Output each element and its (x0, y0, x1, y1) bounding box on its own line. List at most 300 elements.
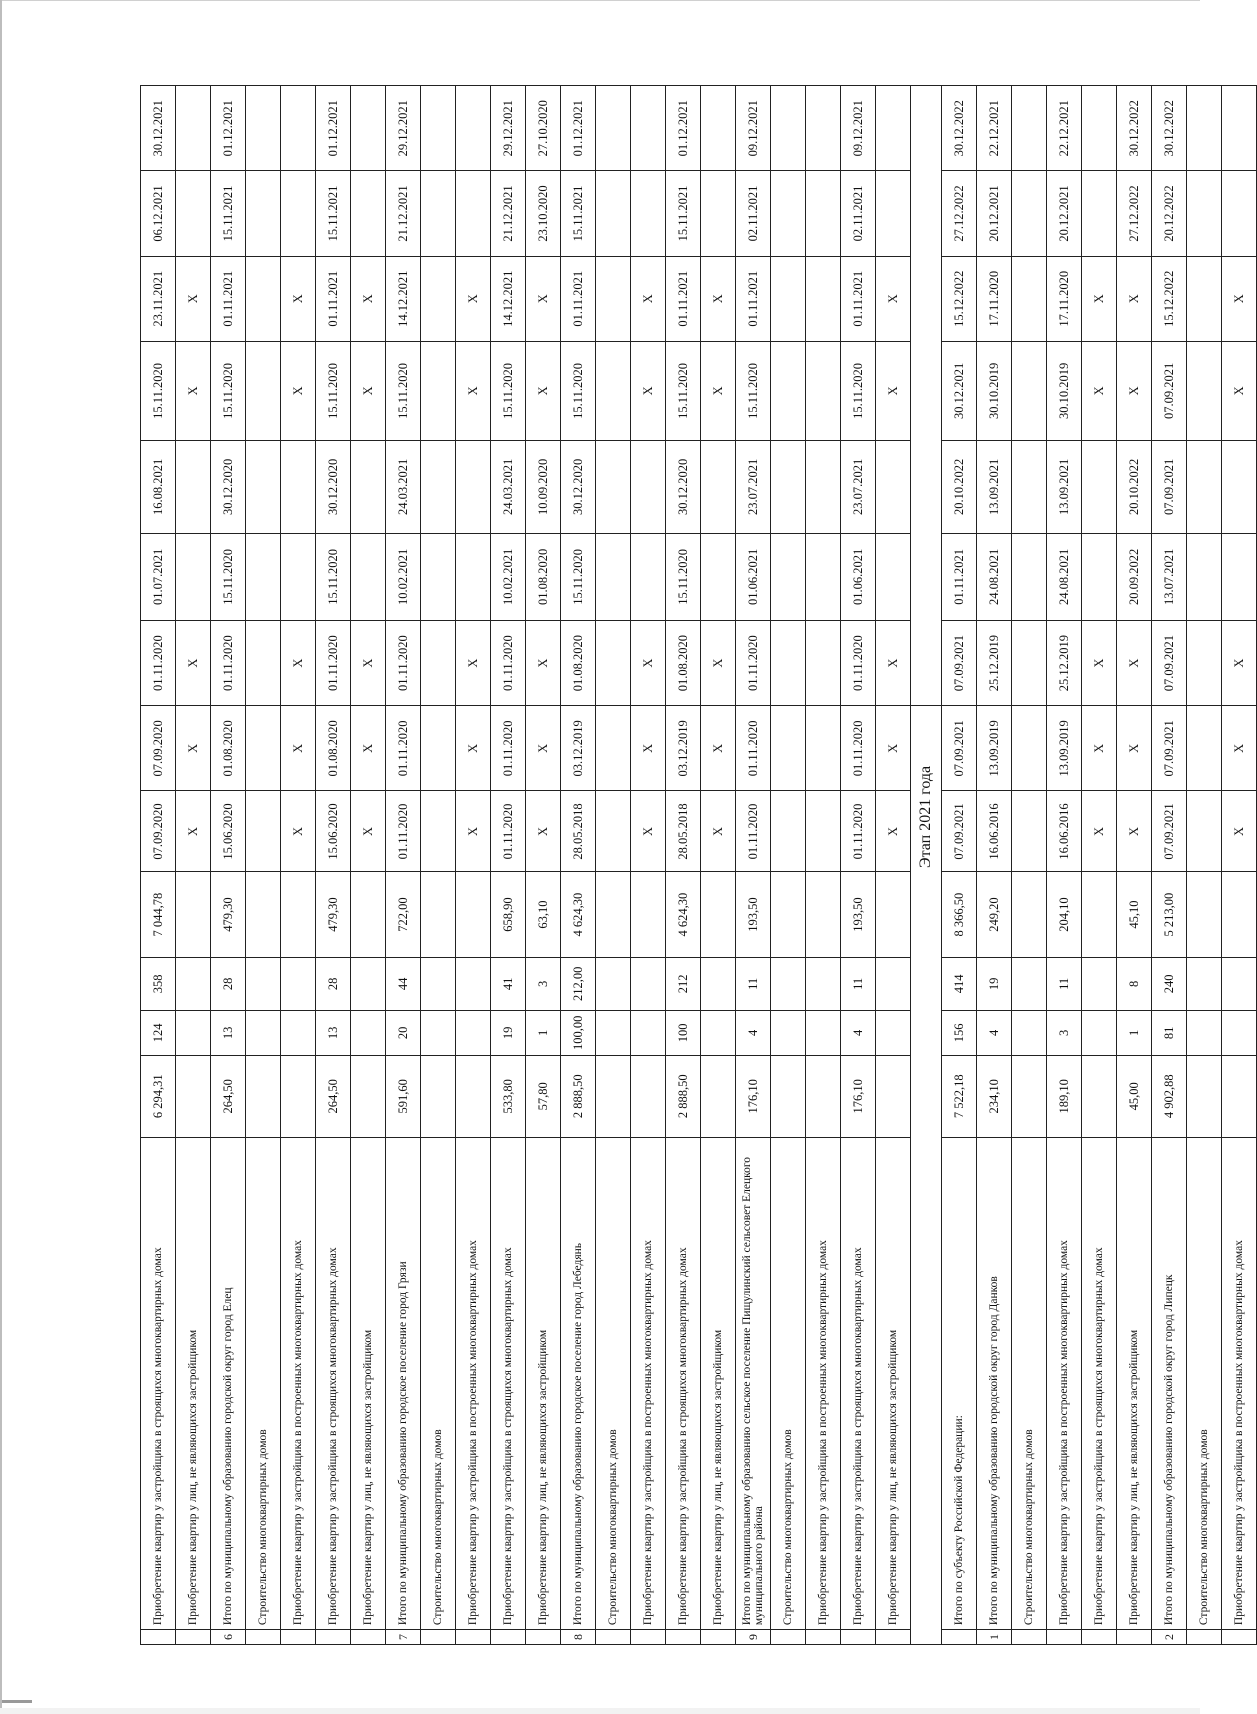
table-cell: 28.05.2018 (561, 791, 596, 872)
table-cell: X (526, 621, 561, 706)
table-cell: 01.11.2020 (211, 621, 246, 706)
row-name: Итого по муниципальному образованию сельское поселение Пищулинский сельсовет Елецкого муниципального района (736, 1137, 771, 1629)
row-name: Приобретение квартир у застройщика в строящихся многоквартирных домах (141, 1137, 176, 1629)
table-cell (1187, 256, 1222, 341)
table-cell: 22.12.2021 (1047, 86, 1082, 171)
table-cell: 24.03.2021 (491, 440, 526, 533)
table-cell: 212 (666, 957, 701, 1010)
table-cell (1187, 706, 1222, 791)
table-row (316, 86, 351, 1645)
stage-row (911, 86, 942, 1645)
table-row (806, 86, 841, 1645)
table-row (876, 86, 911, 1645)
table-cell: 01.08.2020 (666, 621, 701, 706)
table-cell: X (1222, 706, 1257, 791)
table-cell (246, 621, 281, 706)
table-cell (176, 86, 211, 171)
table-cell: X (1222, 791, 1257, 872)
table-cell (176, 1010, 211, 1055)
table-row (386, 86, 421, 1645)
table-cell: X (1082, 791, 1117, 872)
table-cell: 7 044,78 (141, 872, 176, 957)
row-number (421, 1630, 456, 1645)
table-cell: 01.11.2021 (666, 256, 701, 341)
table-cell (596, 341, 631, 440)
table-cell: 23.07.2021 (841, 440, 876, 533)
table-cell (1082, 1010, 1117, 1055)
table-cell: 01.08.2020 (561, 621, 596, 706)
table-cell (176, 872, 211, 957)
table-cell (876, 533, 911, 620)
table-row (701, 86, 736, 1645)
table-cell: 01.11.2021 (561, 256, 596, 341)
table-cell: 28 (211, 957, 246, 1010)
row-name: Приобретение квартир у лиц, не являющихся застройщиком (526, 1137, 561, 1629)
table-cell: 44 (386, 957, 421, 1010)
table-cell: 11 (841, 957, 876, 1010)
table-cell: 17.11.2020 (977, 256, 1012, 341)
table-cell: X (176, 621, 211, 706)
table-cell (1187, 791, 1222, 872)
table-cell (281, 171, 316, 256)
table-cell (176, 440, 211, 533)
table-cell (876, 171, 911, 256)
table-cell (806, 1010, 841, 1055)
table-cell: 15.06.2020 (316, 791, 351, 872)
table-cell: 20.10.2022 (942, 440, 977, 533)
table-cell: X (351, 341, 386, 440)
table-cell: 45,00 (1117, 1055, 1152, 1137)
table-cell: 41 (491, 957, 526, 1010)
table-cell: 13 (211, 1010, 246, 1055)
row-number: 2 (1152, 1630, 1187, 1645)
table-cell: 09.12.2021 (841, 86, 876, 171)
table-row (526, 86, 561, 1645)
table-cell (456, 86, 491, 171)
table-row (456, 86, 491, 1645)
table-cell: 16.08.2021 (141, 440, 176, 533)
table-cell: 01.06.2021 (841, 533, 876, 620)
table-cell (351, 440, 386, 533)
row-name: Итого по муниципальному образованию городской округ город Данков (977, 1137, 1012, 1629)
table-cell: 10.09.2020 (526, 440, 561, 533)
table-cell (806, 706, 841, 791)
table-cell (1012, 706, 1047, 791)
table-cell (1012, 171, 1047, 256)
table-cell (1187, 440, 1222, 533)
table-cell: 4 (977, 1010, 1012, 1055)
table-cell (246, 86, 281, 171)
table-cell (421, 1055, 456, 1137)
table-cell: X (281, 341, 316, 440)
table-cell: 17.11.2020 (1047, 256, 1082, 341)
table-cell: X (1222, 256, 1257, 341)
table-cell: 21.12.2021 (386, 171, 421, 256)
table-section-b (942, 86, 1257, 1645)
table-cell (1082, 440, 1117, 533)
table-cell (596, 256, 631, 341)
table-row (631, 86, 666, 1645)
table-cell (806, 1055, 841, 1137)
table-cell: 01.11.2020 (316, 621, 351, 706)
table-cell (246, 1055, 281, 1137)
table-cell: 4 902,88 (1152, 1055, 1187, 1137)
row-name: Итого по муниципальному образованию городской округ город Липецк (1152, 1137, 1187, 1629)
table-cell (701, 872, 736, 957)
table-cell (1222, 86, 1257, 171)
table-cell: 21.12.2021 (491, 171, 526, 256)
table-cell (421, 791, 456, 872)
table-cell: 30.12.2021 (942, 341, 977, 440)
table-row (246, 86, 281, 1645)
stage-section (911, 86, 942, 1645)
row-name: Приобретение квартир у лиц, не являющихся застройщиком (701, 1137, 736, 1629)
table-cell: X (351, 791, 386, 872)
table-cell (806, 957, 841, 1010)
table-cell (246, 872, 281, 957)
table-cell (281, 86, 316, 171)
table-cell: 30.12.2020 (211, 440, 246, 533)
table-cell (281, 872, 316, 957)
table-cell: X (351, 621, 386, 706)
table-cell (806, 533, 841, 620)
table-cell: 07.09.2021 (1152, 706, 1187, 791)
table-cell: 28 (316, 957, 351, 1010)
table-cell: 14.12.2021 (491, 256, 526, 341)
table-cell (631, 957, 666, 1010)
table-cell: 45,10 (1117, 872, 1152, 957)
table-cell: 4 624,30 (666, 872, 701, 957)
table-cell (456, 957, 491, 1010)
table-cell: X (281, 791, 316, 872)
table-row (771, 86, 806, 1645)
table-cell (1222, 872, 1257, 957)
table-cell (421, 872, 456, 957)
table-cell (281, 1010, 316, 1055)
table-cell (1082, 957, 1117, 1010)
table-cell: 100,00 (561, 1010, 596, 1055)
table-row (1187, 86, 1222, 1645)
row-number (281, 1630, 316, 1645)
table-cell: X (1117, 256, 1152, 341)
table-cell: 13.07.2021 (1152, 533, 1187, 620)
table-cell: X (1082, 706, 1117, 791)
table-cell (351, 533, 386, 620)
table-cell (771, 256, 806, 341)
table-cell (596, 440, 631, 533)
table-cell (771, 533, 806, 620)
table-cell (246, 1010, 281, 1055)
table-cell: 29.12.2021 (386, 86, 421, 171)
row-number (456, 1630, 491, 1645)
table-row (1082, 86, 1117, 1645)
row-name: Строительство многоквартирных домов (421, 1137, 456, 1629)
row-number (942, 1630, 977, 1645)
table-cell: 358 (141, 957, 176, 1010)
row-name: Итого по муниципальному образованию городское поселение город Грязи (386, 1137, 421, 1629)
table-cell (771, 86, 806, 171)
table-cell: 27.10.2020 (526, 86, 561, 171)
table-cell: 15.11.2020 (141, 341, 176, 440)
table-cell: 4 (736, 1010, 771, 1055)
rotated-document (140, 85, 1246, 1645)
table-cell: 01.11.2020 (736, 706, 771, 791)
table-cell: 29.12.2021 (491, 86, 526, 171)
table-cell: 658,90 (491, 872, 526, 957)
table-cell (771, 621, 806, 706)
row-name: Итого по муниципальному образованию городское поселение город Лебедянь (561, 1137, 596, 1629)
table-cell: 07.09.2020 (141, 706, 176, 791)
table-cell: X (876, 706, 911, 791)
table-cell: 100 (666, 1010, 701, 1055)
table-cell: 07.09.2021 (1152, 621, 1187, 706)
table-cell (351, 1055, 386, 1137)
table-cell: X (526, 256, 561, 341)
row-number (1082, 1630, 1117, 1645)
row-name: Строительство многоквартирных домов (771, 1137, 806, 1629)
table-cell: 15.11.2020 (666, 533, 701, 620)
program-table (140, 85, 1257, 1645)
row-name: Строительство многоквартирных домов (1012, 1137, 1047, 1629)
row-number (526, 1630, 561, 1645)
table-cell: 7 522,18 (942, 1055, 977, 1137)
table-cell: 10.02.2021 (386, 533, 421, 620)
table-cell (246, 256, 281, 341)
table-row (421, 86, 456, 1645)
row-number (631, 1630, 666, 1645)
table-cell (246, 171, 281, 256)
table-cell: X (631, 791, 666, 872)
table-cell (806, 440, 841, 533)
table-cell (876, 1010, 911, 1055)
row-number (1187, 1630, 1222, 1645)
table-cell: X (701, 706, 736, 791)
table-cell: 479,30 (211, 872, 246, 957)
table-cell: 16.06.2016 (977, 791, 1012, 872)
scan-edge-left (0, 0, 2, 1714)
table-cell: 01.11.2021 (942, 533, 977, 620)
table-cell (421, 86, 456, 171)
table-cell: 03.12.2019 (666, 706, 701, 791)
table-cell (876, 86, 911, 171)
table-cell: 20.12.2021 (977, 171, 1012, 256)
table-cell (596, 1055, 631, 1137)
table-cell (421, 957, 456, 1010)
table-cell: X (176, 341, 211, 440)
table-cell: 20.12.2021 (1047, 171, 1082, 256)
table-cell: X (176, 791, 211, 872)
table-cell: 15.11.2021 (316, 171, 351, 256)
table-cell (1012, 533, 1047, 620)
table-cell: X (1222, 621, 1257, 706)
table-cell: X (1082, 256, 1117, 341)
table-cell: 15.11.2020 (561, 533, 596, 620)
row-name: Приобретение квартир у застройщика в строящихся многоквартирных домах (841, 1137, 876, 1629)
table-cell: X (526, 706, 561, 791)
table-cell: X (876, 256, 911, 341)
table-cell: 11 (1047, 957, 1082, 1010)
table-cell (596, 533, 631, 620)
table-cell: 20.09.2022 (1117, 533, 1152, 620)
table-cell: 01.11.2021 (316, 256, 351, 341)
table-cell: 01.06.2021 (736, 533, 771, 620)
row-number (771, 1630, 806, 1645)
table-cell: 124 (141, 1010, 176, 1055)
table-cell: 01.11.2020 (386, 706, 421, 791)
table-cell: X (176, 256, 211, 341)
table-cell: 01.07.2021 (141, 533, 176, 620)
table-cell (456, 872, 491, 957)
table-cell (281, 957, 316, 1010)
table-cell: 5 213,00 (1152, 872, 1187, 957)
table-cell: 63,10 (526, 872, 561, 957)
table-cell: 15.11.2020 (211, 341, 246, 440)
scan-bottom-strip (0, 1708, 1200, 1714)
row-name: Итого по субъекту Российской Федерации: (942, 1137, 977, 1629)
table-cell: 01.12.2021 (211, 86, 246, 171)
table-cell (281, 1055, 316, 1137)
table-cell: 01.11.2020 (386, 791, 421, 872)
table-cell: 15.11.2020 (841, 341, 876, 440)
table-cell: 13.09.2019 (1047, 706, 1082, 791)
table-cell (246, 533, 281, 620)
table-cell (246, 706, 281, 791)
table-cell: 2 888,50 (561, 1055, 596, 1137)
table-cell: 6 294,31 (141, 1055, 176, 1137)
table-cell (1187, 341, 1222, 440)
table-cell (701, 440, 736, 533)
table-cell: 193,50 (736, 872, 771, 957)
table-cell: 156 (942, 1010, 977, 1055)
table-cell: 1 (1117, 1010, 1152, 1055)
table-cell (771, 957, 806, 1010)
table-cell: 3 (1047, 1010, 1082, 1055)
table-cell: 264,50 (211, 1055, 246, 1137)
row-number (666, 1630, 701, 1645)
row-number (841, 1630, 876, 1645)
table-cell (806, 872, 841, 957)
table-cell: X (456, 341, 491, 440)
table-cell: X (701, 621, 736, 706)
table-cell (1012, 872, 1047, 957)
table-cell (596, 621, 631, 706)
table-cell: 06.12.2021 (141, 171, 176, 256)
row-number (596, 1630, 631, 1645)
row-name: Приобретение квартир у застройщика в строящихся многоквартирных домах (666, 1137, 701, 1629)
row-number (316, 1630, 351, 1645)
table-cell (351, 872, 386, 957)
table-cell: 01.11.2020 (736, 791, 771, 872)
table-cell (1012, 440, 1047, 533)
table-cell (176, 533, 211, 620)
table-cell (806, 341, 841, 440)
table-cell (876, 957, 911, 1010)
table-cell (456, 171, 491, 256)
table-cell: 22.12.2021 (977, 86, 1012, 171)
table-cell (1222, 533, 1257, 620)
row-name: Приобретение квартир у застройщика в построенных многоквартирных домах (1222, 1137, 1257, 1629)
table-cell (1187, 957, 1222, 1010)
table-cell: X (281, 706, 316, 791)
table-cell: 1 (526, 1010, 561, 1055)
table-cell (1222, 440, 1257, 533)
table-cell: X (281, 621, 316, 706)
table-row (491, 86, 526, 1645)
table-cell: 30.12.2020 (666, 440, 701, 533)
table-cell: 02.11.2021 (841, 171, 876, 256)
table-cell: 212,00 (561, 957, 596, 1010)
table-cell (806, 621, 841, 706)
row-name: Строительство многоквартирных домов (596, 1137, 631, 1629)
table-cell: 15.11.2020 (561, 341, 596, 440)
table-cell: 01.12.2021 (666, 86, 701, 171)
table-cell (771, 872, 806, 957)
table-cell: 27.12.2022 (942, 171, 977, 256)
table-cell: X (456, 621, 491, 706)
table-cell: X (1082, 341, 1117, 440)
table-cell: 30.12.2022 (1117, 86, 1152, 171)
table-cell (771, 171, 806, 256)
table-cell: 01.11.2020 (841, 621, 876, 706)
table-cell (351, 957, 386, 1010)
table-cell: 01.11.2021 (211, 256, 246, 341)
row-number (1222, 1630, 1257, 1645)
table-cell: 30.10.2019 (977, 341, 1012, 440)
table-cell (351, 86, 386, 171)
table-cell: 19 (491, 1010, 526, 1055)
table-cell: 176,10 (841, 1055, 876, 1137)
table-cell: 15.12.2022 (1152, 256, 1187, 341)
table-cell: 479,30 (316, 872, 351, 957)
table-cell: X (456, 256, 491, 341)
table-cell: 01.11.2020 (841, 706, 876, 791)
row-number (701, 1630, 736, 1645)
table-cell (1012, 341, 1047, 440)
row-number: 9 (736, 1630, 771, 1645)
table-cell: 414 (942, 957, 977, 1010)
table-cell: 24.08.2021 (977, 533, 1012, 620)
table-cell (1222, 957, 1257, 1010)
table-cell: 15.11.2021 (561, 171, 596, 256)
row-number (1117, 1630, 1152, 1645)
table-cell: X (456, 791, 491, 872)
table-cell: 15.11.2021 (211, 171, 246, 256)
table-cell: 25.12.2019 (977, 621, 1012, 706)
table-cell: 02.11.2021 (736, 171, 771, 256)
row-number (1012, 1630, 1047, 1645)
table-cell: 20.10.2022 (1117, 440, 1152, 533)
table-cell (1187, 872, 1222, 957)
table-cell: 8 366,50 (942, 872, 977, 957)
table-cell: 13.09.2021 (1047, 440, 1082, 533)
scan-edge-top (0, 0, 1200, 1)
table-cell: 15.11.2020 (316, 533, 351, 620)
row-number (1047, 1630, 1082, 1645)
row-number (351, 1630, 386, 1645)
table-cell (631, 1055, 666, 1137)
table-cell: X (1117, 791, 1152, 872)
table-cell: 10.02.2021 (491, 533, 526, 620)
table-cell: 11 (736, 957, 771, 1010)
table-cell: 19 (977, 957, 1012, 1010)
table-cell: 01.11.2021 (841, 256, 876, 341)
table-cell (1082, 86, 1117, 171)
row-name: Приобретение квартир у застройщика в построенных многоквартирных домах (1047, 1137, 1082, 1629)
table-cell (596, 872, 631, 957)
table-cell (246, 440, 281, 533)
row-name: Приобретение квартир у застройщика в построенных многоквартирных домах (456, 1137, 491, 1629)
table-cell: 07.09.2021 (942, 706, 977, 791)
